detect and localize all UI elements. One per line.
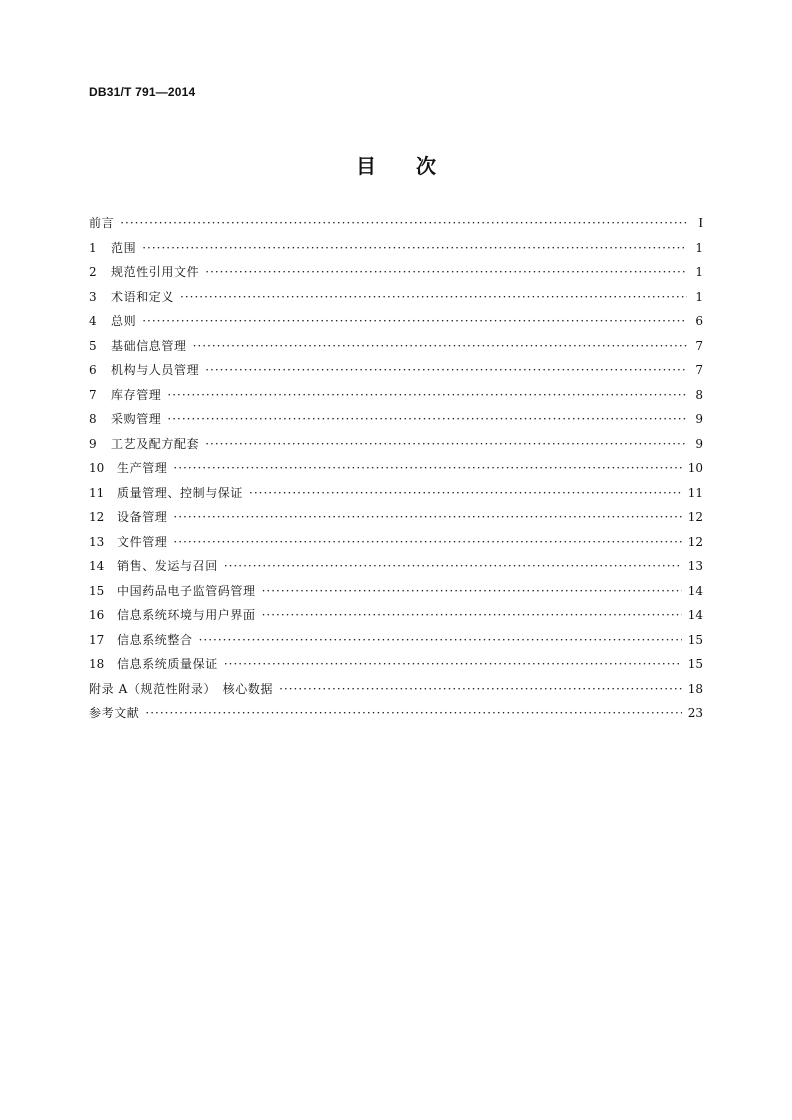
toc-entry[interactable] [89, 312, 703, 337]
toc-dot-leader [173, 461, 681, 475]
toc-entry-label: 设备管理 [117, 510, 168, 524]
toc-entry-page: 7 [695, 338, 703, 353]
toc-entry-number: 6 [89, 363, 97, 377]
toc-entry[interactable] [89, 386, 703, 411]
toc-entry-label: 采购管理 [111, 412, 162, 426]
toc-entry-number: 10 [89, 461, 105, 475]
toc-entry[interactable] [89, 337, 703, 362]
toc-entry-number: 14 [89, 559, 105, 573]
toc-dot-leader [173, 510, 681, 524]
toc-dot-leader [167, 388, 687, 402]
toc-entry-label: 质量管理、控制与保证 [117, 485, 244, 500]
toc-entry-number: 8 [89, 412, 97, 426]
toc-entry-label: 文件管理 [117, 534, 168, 549]
toc-dot-leader [279, 682, 682, 696]
toc-entry[interactable] [89, 606, 703, 631]
toc-entry[interactable] [89, 680, 703, 705]
toc-entry-number: 3 [89, 289, 97, 304]
toc-entry-number: 15 [89, 583, 105, 598]
toc-entry[interactable] [89, 214, 703, 239]
toc-entry-label: 库存管理 [111, 387, 162, 402]
toc-entry-page: 1 [695, 240, 703, 255]
toc-entry-page: 1 [695, 289, 703, 304]
toc-dot-leader [145, 706, 681, 720]
toc-dot-leader [120, 216, 687, 230]
toc-entry[interactable] [89, 704, 703, 729]
toc-entry-page: 6 [695, 314, 703, 328]
toc-entry-label: 规范性引用文件 [111, 265, 200, 279]
toc-dot-leader [205, 265, 687, 279]
toc-entry[interactable] [89, 582, 703, 607]
toc-dot-leader [224, 657, 682, 671]
toc-dot-leader [224, 559, 682, 573]
toc-entry-label: 中国药品电子监管码管理 [117, 583, 256, 598]
toc-entry-number: 2 [89, 265, 97, 279]
toc-entry-page: 15 [687, 657, 703, 671]
toc-entry-page: 14 [687, 608, 703, 622]
toc-entry-page: 1 [695, 265, 703, 279]
toc-entry-number: 13 [89, 534, 105, 549]
toc-entry[interactable] [89, 435, 703, 460]
toc-dot-leader [167, 412, 687, 426]
toc-dot-leader [193, 339, 687, 353]
toc-dot-leader [142, 314, 687, 328]
toc-entry-label: 信息系统质量保证 [117, 657, 218, 671]
toc-entry[interactable] [89, 263, 703, 288]
toc-entry-label: 前言 [89, 216, 115, 230]
toc-entry-page: 13 [687, 559, 703, 573]
toc-entry-page: 7 [695, 363, 703, 377]
toc-entry-number: 1 [89, 240, 97, 255]
toc-entry[interactable] [89, 508, 703, 533]
toc-entry-page: 10 [687, 461, 703, 475]
toc-dot-leader [180, 290, 687, 304]
toc-dot-leader [205, 437, 687, 451]
toc-entry[interactable] [89, 288, 703, 313]
toc-entry-number: 7 [89, 387, 97, 402]
toc-dot-leader [142, 241, 687, 255]
document-code: DB31/T 791—2014 [89, 85, 196, 99]
toc-entry[interactable] [89, 361, 703, 386]
toc-entry-number: 16 [89, 608, 105, 622]
page-title: 目次 [356, 154, 476, 178]
toc-entry-page: 12 [687, 534, 703, 549]
toc-entry-label: 附录 A（规范性附录） 核心数据 [89, 681, 274, 696]
toc-entry-label: 术语和定义 [111, 289, 175, 304]
toc-entry-label: 基础信息管理 [111, 338, 187, 353]
toc-entry[interactable] [89, 533, 703, 558]
toc-entry-number: 18 [89, 657, 105, 671]
toc-entry-page: 15 [687, 632, 703, 647]
toc-dot-leader [249, 486, 682, 500]
toc-dot-leader [173, 535, 681, 549]
table-of-contents [89, 214, 703, 729]
toc-dot-leader [262, 608, 682, 622]
toc-dot-leader [199, 633, 682, 647]
toc-entry-number: 17 [89, 632, 105, 647]
toc-entry-label: 信息系统整合 [117, 632, 193, 647]
toc-entry-label: 工艺及配方配套 [111, 436, 200, 451]
toc-entry-page: 23 [687, 706, 703, 720]
toc-entry-number: 9 [89, 436, 97, 451]
toc-entry-page: 9 [695, 412, 703, 426]
toc-dot-leader [205, 363, 687, 377]
toc-entry[interactable] [89, 655, 703, 680]
toc-entry-page: 9 [695, 436, 703, 451]
toc-entry-label: 销售、发运与召回 [117, 559, 218, 573]
toc-entry-page: 14 [687, 583, 703, 598]
toc-entry-label: 生产管理 [117, 461, 168, 475]
toc-entry-number: 4 [89, 314, 97, 328]
toc-dot-leader [262, 584, 682, 598]
toc-entry-number: 12 [89, 510, 105, 524]
toc-entry-label: 机构与人员管理 [111, 363, 200, 377]
toc-entry-label: 范围 [111, 240, 137, 255]
toc-entry[interactable] [89, 631, 703, 656]
toc-entry[interactable] [89, 459, 703, 484]
toc-entry[interactable] [89, 557, 703, 582]
toc-entry-label: 信息系统环境与用户界面 [117, 608, 256, 622]
toc-entry-number: 11 [89, 485, 105, 500]
toc-entry-page: I [698, 216, 703, 231]
toc-entry-label: 总则 [111, 314, 137, 328]
toc-entry[interactable] [89, 410, 703, 435]
toc-entry[interactable] [89, 239, 703, 264]
toc-entry-label: 参考文献 [89, 706, 140, 720]
toc-entry-page: 11 [687, 485, 703, 500]
toc-entry-page: 8 [695, 387, 703, 402]
toc-entry-page: 18 [687, 681, 703, 696]
toc-entry-number: 5 [89, 338, 97, 353]
toc-entry-page: 12 [687, 510, 703, 524]
toc-entry[interactable] [89, 484, 703, 509]
